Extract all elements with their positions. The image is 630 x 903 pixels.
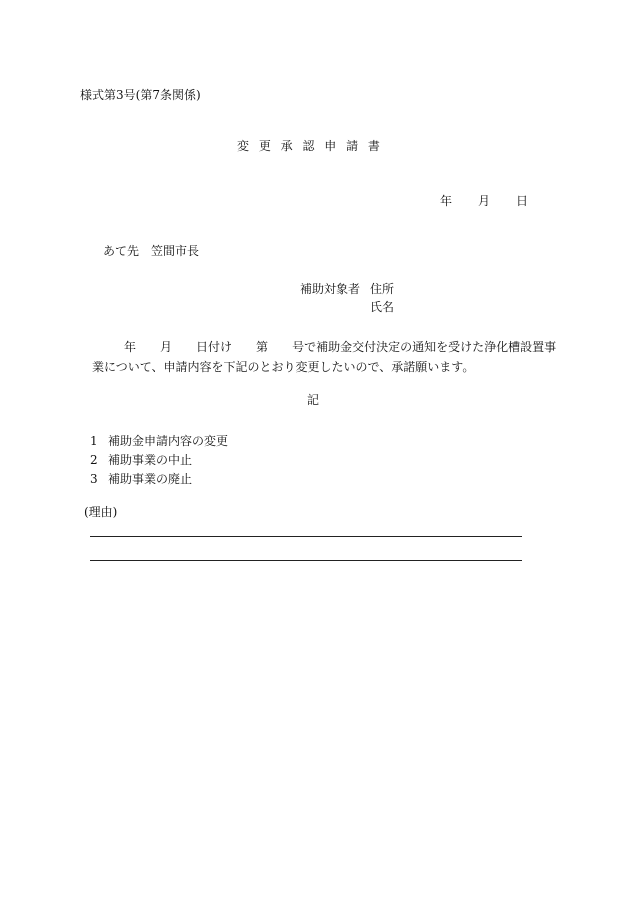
body-paragraph bbox=[92, 337, 557, 378]
body-year: 年 bbox=[124, 340, 137, 354]
date-day: 日 bbox=[516, 194, 529, 208]
date-year: 年 bbox=[440, 194, 453, 208]
body-line-1 bbox=[92, 337, 557, 357]
reason-label: (理由) bbox=[84, 505, 118, 519]
addressee bbox=[103, 245, 199, 257]
addressee-prefix: あて先 bbox=[103, 244, 140, 258]
form-number: 様式第3号(第7条関係) bbox=[80, 88, 201, 102]
addressee-name: 笠間市長 bbox=[151, 244, 200, 258]
date-month: 月 bbox=[478, 194, 491, 208]
document-title: 変 更 承 認 申 請 書 bbox=[237, 139, 383, 153]
list-item-number: 1 bbox=[90, 434, 98, 448]
list-item bbox=[90, 451, 228, 470]
list-item-label: 補助事業の廃止 bbox=[108, 472, 193, 487]
item-list bbox=[90, 432, 228, 490]
applicant-address-row bbox=[300, 283, 394, 295]
list-item-number: 3 bbox=[90, 472, 98, 487]
list-item bbox=[90, 432, 228, 451]
list-item bbox=[90, 470, 228, 489]
date-line bbox=[440, 195, 528, 207]
list-item-label: 補助事業の中止 bbox=[108, 453, 193, 468]
list-item-number: 2 bbox=[90, 453, 98, 468]
body-dated: 日付け bbox=[196, 340, 233, 354]
address-label: 住所 bbox=[370, 282, 395, 296]
reason-line-1 bbox=[90, 536, 522, 537]
body-month: 月 bbox=[160, 340, 173, 354]
applicant-role: 補助対象者 bbox=[300, 282, 361, 296]
body-line-2: 業について、申請内容を下記のとおり変更したいので、承諾願います。 bbox=[92, 360, 475, 375]
reason-line-2 bbox=[90, 560, 522, 561]
name-label: 氏名 bbox=[370, 300, 395, 314]
body-line-1-rest: 号で補助金交付決定の通知を受けた浄化槽設置事 bbox=[292, 340, 557, 354]
body-number-prefix: 第 bbox=[256, 340, 269, 354]
list-item-label: 補助金申請内容の変更 bbox=[108, 434, 229, 448]
ki-heading: 記 bbox=[307, 393, 320, 407]
